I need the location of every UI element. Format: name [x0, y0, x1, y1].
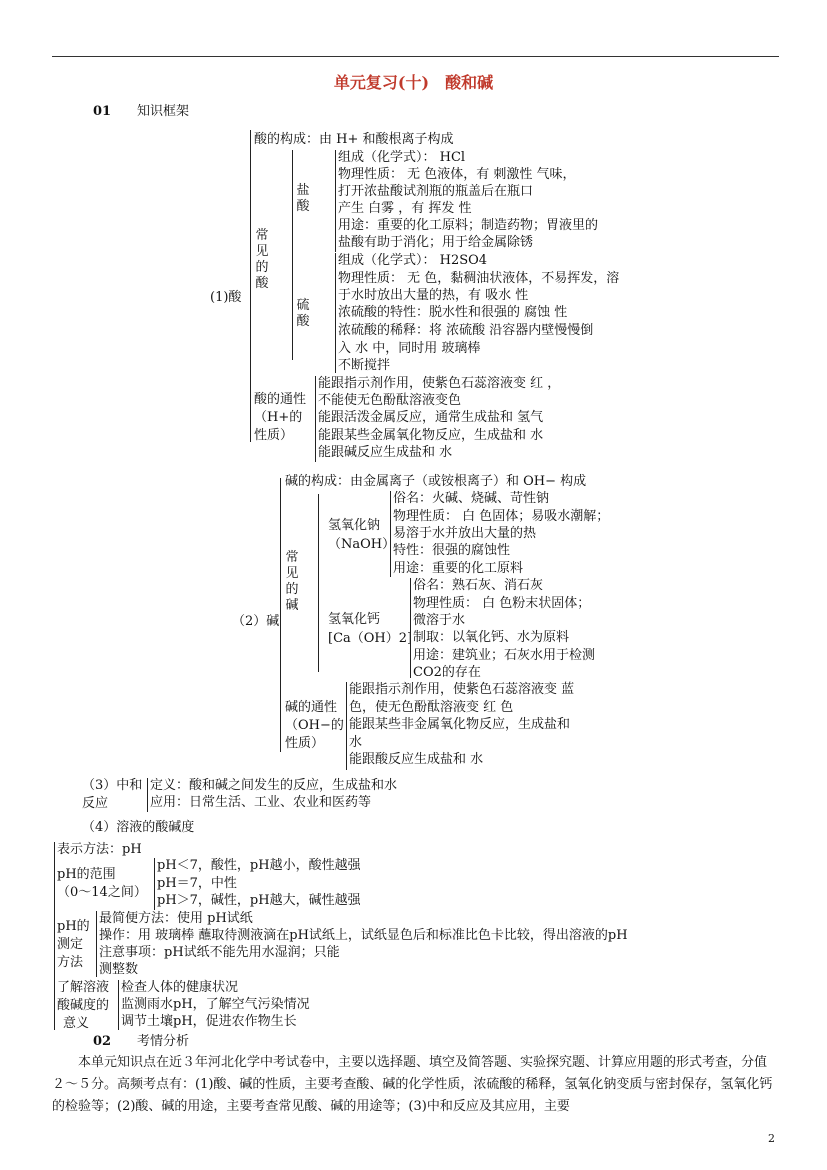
acid-general-line: 能跟活泼金属反应，通常生成盐和 氢气 — [318, 410, 544, 425]
acid-general-line: 能跟某些金属氧化物反应，生成盐和 水 — [318, 428, 544, 443]
caoh-brace — [410, 578, 411, 678]
h2so4-line: 于水时放出大量的热，有 吸水 性 — [338, 288, 529, 303]
base-general-line: 能跟酸反应生成盐和 水 — [349, 752, 484, 767]
naoh-brace — [390, 491, 391, 577]
base-composition: 碱的构成：由金属离子（或铵根离子）和 OH− 构成 — [285, 474, 587, 489]
h2so4-line: 入 水 中，同时用 玻璃棒 — [338, 341, 481, 356]
section-label-2: 考情分析 — [137, 1034, 190, 1049]
ph-range-label: （0～14之间） — [57, 885, 147, 900]
naoh-line: 用途：重要的化工原料 — [393, 561, 524, 576]
h2so4-line: 物理性质： 无 色，黏稠油状液体，不易挥发，溶 — [338, 271, 620, 286]
ph-range-line: pH＜7，酸性，pH越小，酸性越强 — [157, 858, 361, 873]
ph-meaning-label: 意义 — [63, 1016, 90, 1031]
ph-meaning-label: 酸碱度的 — [57, 998, 110, 1013]
ph-meaning-label: 了解溶液 — [57, 980, 110, 995]
page-title: 单元复习(十) 酸和碱 — [333, 73, 494, 92]
caoh-line: 制取：以氧化钙、水为原料 — [413, 630, 570, 645]
caoh-label: [Ca（OH）2] — [328, 631, 413, 646]
caoh-line: 俗名：熟石灰、消石灰 — [413, 578, 544, 593]
neutral-line: 定义：酸和碱之间发生的反应，生成盐和水 — [150, 778, 398, 793]
section-number-1: 01 — [93, 104, 112, 119]
naoh-line: 特性：很强的腐蚀性 — [393, 543, 511, 558]
h2so4-line: 浓硫酸的稀释：将 浓硫酸 沿容器内壁慢慢倒 — [338, 323, 594, 338]
naoh-line: 俗名：火碱、烧碱、苛性钠 — [393, 491, 550, 506]
acid-general-line: 不能使无色酚酞溶液变色 — [318, 393, 462, 408]
ph-range-label: pH的范围 — [57, 867, 116, 882]
base-general-brace — [346, 682, 347, 770]
acid-composition: 酸的构成：由 H+ 和酸根离子构成 — [254, 132, 454, 147]
ph-measure-label: pH的 — [57, 919, 90, 934]
acid-general-brace — [315, 376, 316, 462]
acid-general-label: （H+的 — [254, 410, 303, 425]
hcl-label: 盐酸 — [296, 183, 310, 214]
ph-express: 表示方法：pH — [57, 842, 142, 857]
caoh-line: 物理性质： 白 色粉末状固体； — [413, 596, 591, 611]
ph-meaning-line: 监测雨水pH，了解空气污染情况 — [121, 997, 310, 1012]
caoh-line: 微溶于水 — [413, 613, 466, 628]
common-acid-brace — [292, 150, 293, 360]
naoh-line: 物理性质： 白 色固体；易吸水潮解； — [393, 509, 610, 524]
neutral-heading: 反应 — [82, 796, 109, 811]
section-number-2: 02 — [93, 1034, 112, 1049]
h2so4-line: 组成（化学式）： H2SO4 — [338, 253, 488, 268]
ph-range-line: pH＝7，中性 — [157, 876, 237, 891]
hcl-line: 物理性质： 无 色液体，有 刺激性 气味， — [338, 167, 576, 182]
base-brace — [280, 478, 281, 752]
ph-measure-line: 最简便方法：使用 pH试纸 — [99, 911, 253, 926]
acid-heading: (1)酸 — [210, 290, 242, 305]
common-base-label: 常见的碱 — [285, 550, 299, 613]
h2so4-line: 不断搅拌 — [338, 358, 391, 373]
base-general-line: 能跟指示剂作用，使紫色石蕊溶液变 蓝 — [349, 682, 575, 697]
base-general-line: 能跟某些非金属氧化物反应，生成盐和 — [349, 717, 571, 732]
base-general-line: 水 — [349, 735, 363, 750]
page-number: 2 — [768, 1132, 775, 1145]
h2so4-brace — [335, 253, 336, 373]
caoh-line: 用途：建筑业；石灰水用于检测 — [413, 648, 596, 663]
base-general-label: 碱的通性 — [285, 700, 338, 715]
neutral-heading: （3）中和 — [82, 778, 143, 793]
ph-range-line: pH＞7，碱性，pH越大，碱性越强 — [157, 893, 361, 908]
ph-heading: （4）溶液的酸碱度 — [82, 820, 195, 835]
ph-range-brace — [154, 858, 155, 910]
naoh-label: （NaOH） — [328, 537, 396, 552]
naoh-line: 易溶于水并放出大量的热 — [393, 526, 537, 541]
acid-general-label: 性质） — [254, 428, 294, 443]
acid-brace — [250, 130, 251, 442]
neutral-line: 应用：日常生活、工业、农业和医药等 — [150, 795, 372, 810]
ph-measure-brace — [96, 911, 97, 977]
base-general-line: 色，使无色酚酞溶液变 红 色 — [349, 700, 514, 715]
analysis-paragraph: 本单元知识点在近３年河北化学中考试卷中，主要以选择题、填空及简答题、实验探究题、计算应用题的形式考查，分值２～５分。高频考点有：(1)酸、碱的性质，主要考查酸、碱的化学性质，浓硫酸的稀释，氢氧化钠变质与密封保存，氢氧化钙的检验等；(2)酸、碱的用途，主要考查常见酸、碱的用途等；(3)中和反应及其应用，主要 — [52, 1055, 773, 1114]
ph-brace — [54, 842, 55, 1030]
ph-meaning-brace — [118, 980, 119, 1030]
caoh-label: 氢氧化钙 — [328, 612, 381, 627]
ph-measure-line: 测整数 — [99, 962, 139, 977]
h2so4-line: 浓硫酸的特性：脱水性和很强的 腐蚀 性 — [338, 305, 568, 320]
acid-general-line: 能跟指示剂作用，使紫色石蕊溶液变 红 ， — [318, 376, 561, 391]
ph-meaning-line: 检查人体的健康状况 — [121, 980, 239, 995]
acid-general-label: 酸的通性 — [254, 392, 307, 407]
hcl-line: 用途：重要的化工原料；制造药物；胃液里的 — [338, 218, 599, 233]
hcl-line: 盐酸有助于消化；用于给金属除锈 — [338, 235, 534, 250]
hcl-line: 打开浓盐酸试剂瓶的瓶盖后在瓶口 — [338, 184, 534, 199]
ph-measure-label: 测定 — [57, 937, 84, 952]
common-acid-label: 常见的酸 — [255, 228, 269, 291]
acid-general-line: 能跟碱反应生成盐和 水 — [318, 445, 453, 460]
naoh-label: 氢氧化钠 — [328, 518, 381, 533]
ph-measure-line: 注意事项：pH试纸不能先用水湿润；只能 — [99, 945, 340, 960]
hcl-line: 组成（化学式）： HCl — [338, 150, 466, 165]
header-rule — [52, 56, 779, 57]
ph-measure-label: 方法 — [57, 955, 84, 970]
hcl-brace — [335, 150, 336, 252]
base-heading: （2）碱 — [232, 614, 280, 629]
caoh-line: CO2的存在 — [413, 665, 481, 680]
ph-measure-line: 操作：用 玻璃棒 蘸取待测液滴在pH试纸上，试纸显色后和标准比色卡比较，得出溶液的pH — [99, 928, 628, 943]
neutral-brace — [147, 778, 148, 812]
base-general-label: （OH−的 — [285, 718, 344, 733]
base-general-label: 性质） — [285, 736, 325, 751]
h2so4-label: 硫酸 — [296, 298, 310, 329]
common-base-brace — [318, 494, 319, 672]
hcl-line: 产生 白雾 ，有 挥发 性 — [338, 201, 472, 216]
ph-meaning-line: 调节土壤pH，促进农作物生长 — [121, 1014, 297, 1029]
section-label-1: 知识框架 — [137, 104, 190, 119]
